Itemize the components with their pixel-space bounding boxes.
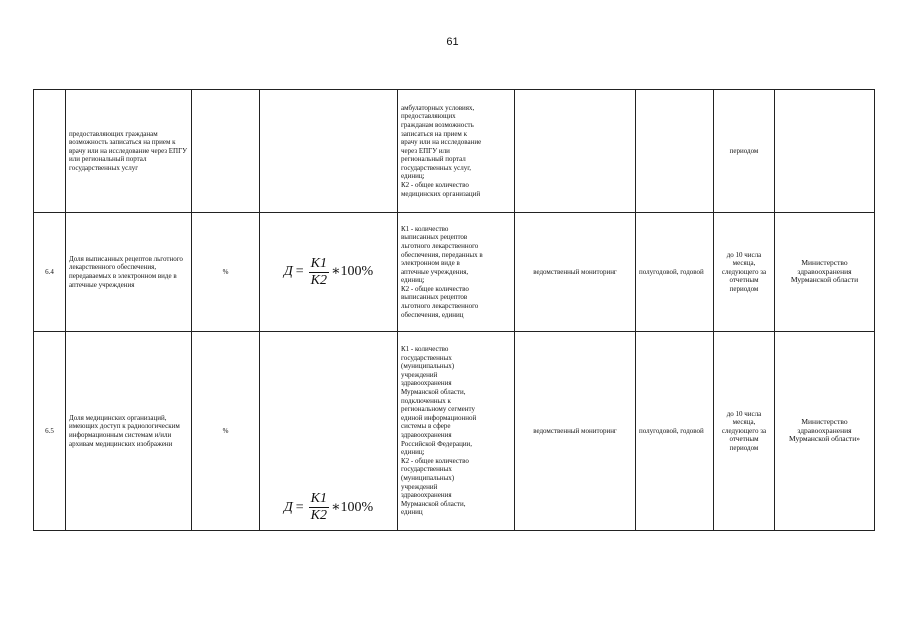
row-number: 6.4 [34,213,66,332]
method-description: амбулаторных условиях, предоставляющих гражданам возможность записаться на прием к врачу или на исследование через ЕПГУ или региональный портал государственных услуг, единиц; К2 - общее количество медицинских организаций [398,90,515,213]
indicator-name: Доля медицинских организаций, имеющих доступ к радиологическим информационным системам и/или архивам медицинских изображени [66,332,192,531]
deadline-cell: до 10 числа месяца, следующего за отчетным периодом [714,332,775,531]
page-number: 61 [446,36,459,48]
unit-cell: % [192,332,260,531]
unit-cell: % [192,213,260,332]
responsible-cell [775,90,875,213]
indicator-name: Доля выписанных рецептов льготного лекарственного обеспечения, передаваемых в электронном виде в аптечные учреждения [66,213,192,332]
source-cell [515,90,636,213]
frequency-cell: полугодовой, годовой [636,332,714,531]
row-number: 6.5 [34,332,66,531]
frequency-cell: полугодовой, годовой [636,213,714,332]
responsible-cell: Министерство здравоохранения Мурманской области [775,213,875,332]
indicators-table [33,89,875,531]
unit-cell [192,90,260,213]
source-cell: ведомственный мониторинг [515,213,636,332]
formula: Д = $\frac{К1}{К2}$ ∗100% [283,491,374,523]
method-description: К1 - количество государственных (муниципальных) учреждений здравоохранения Мурманской области, подключенных к региональному сегменту единой информационной системы в сфере здравоохранения Российской Федерации, единиц; К2 - общее количество государственных (муниципальных) учреждений здравоохранения Мурманской области, единиц [398,332,515,531]
formula-cell [260,213,398,332]
formula: Д = $\frac{К1}{К2}$ ∗100% [283,255,374,288]
table-row [34,213,875,332]
formula-cell [260,90,398,213]
deadline-cell: до 10 числа месяца, следующего за отчетным периодом [714,213,775,332]
frequency-cell [636,90,714,213]
deadline-cell: периодом [714,90,775,213]
table-row [34,90,875,213]
indicator-name: предоставляющих гражданам возможность записаться на прием к врачу или на исследование через ЕПГУ или региональный портал государственных услуг [66,90,192,213]
method-description: К1 - количество выписанных рецептов льготного лекарственного обеспечения, переданных в электронном виде в аптечные учреждения, единиц; К2 - общее количество выписанных рецептов льготного лекарственного обеспечения, единиц [398,213,515,332]
row-number [34,90,66,213]
formula-cell [260,332,398,531]
fraction: $\frac{К1}{К2}$ [310,255,327,288]
table-row [34,332,875,531]
source-cell: ведомственный мониторинг [515,332,636,531]
responsible-cell: Министерство здравоохранения Мурманской области» [775,332,875,531]
fraction: $\frac{К1}{К2}$ [310,491,327,523]
